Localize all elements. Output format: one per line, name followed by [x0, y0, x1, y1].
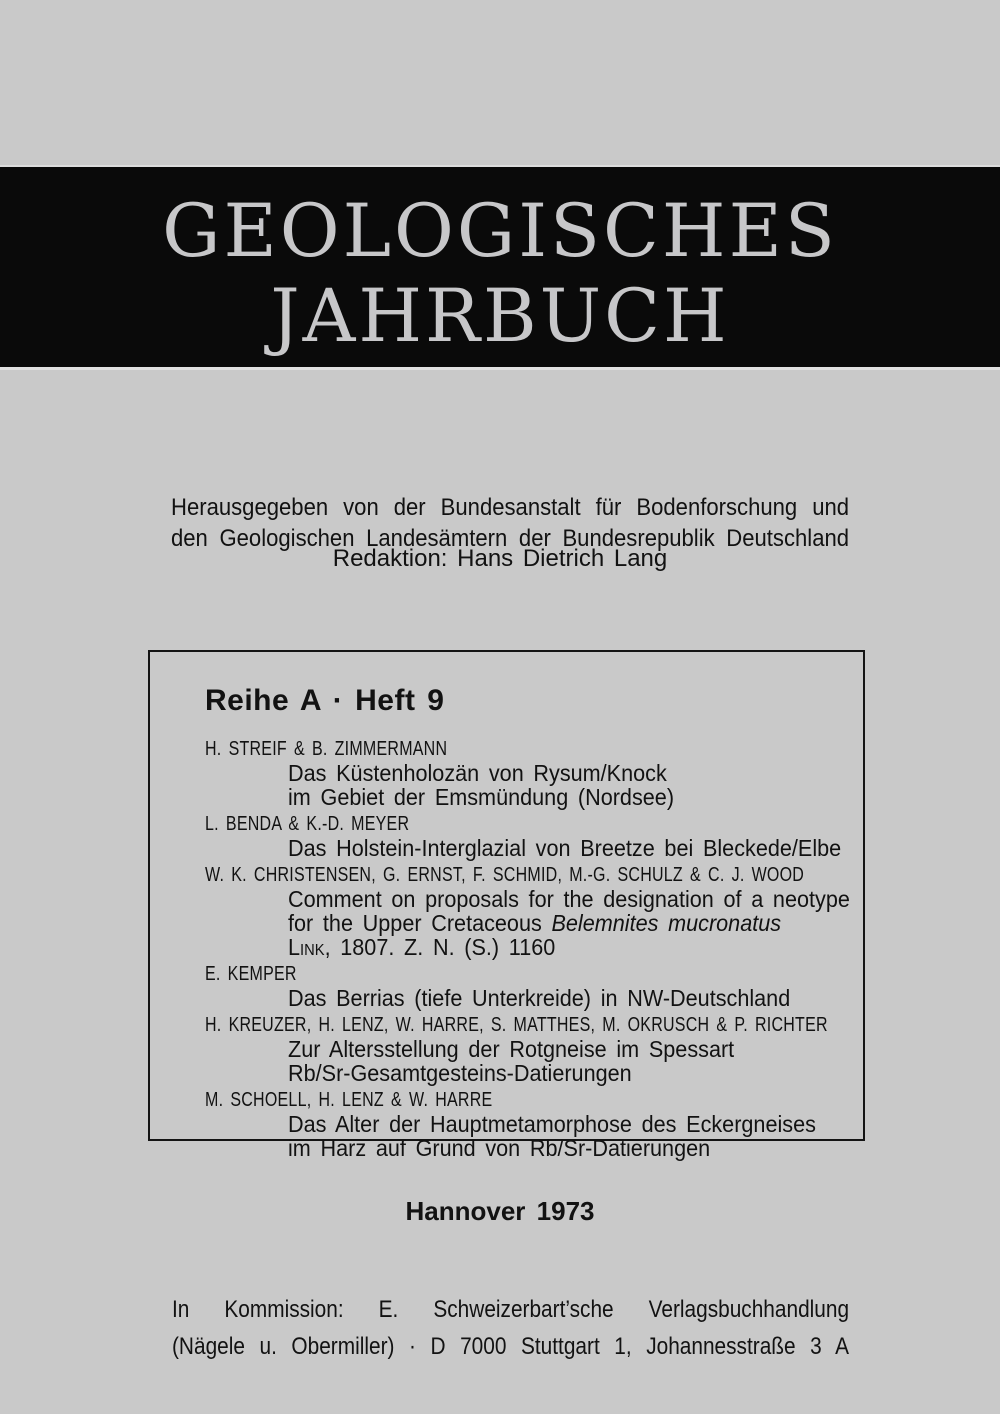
title-text-segment: im Harz auf Grund von Rb/Sr-Datierungen [288, 1135, 711, 1161]
toc-entry [205, 962, 863, 1010]
toc-entry-title-line [288, 986, 817, 1010]
commission-block [172, 1291, 849, 1365]
title-text-segment: Das Alter der Hauptmetamorphose des Eckergneises [288, 1111, 816, 1137]
toc-entry-authors: E. KEMPER [205, 963, 297, 985]
toc-entry-title-line [288, 835, 842, 861]
toc-entry-title-line [288, 785, 817, 809]
toc-entry-title-line [288, 1136, 817, 1160]
title-text-segment: im Gebiet der Emsmündung (Nordsee) [288, 784, 675, 810]
title-text-segment: Das Holstein-Interglazial von Breetze bei Bleckede/Elbe [288, 835, 842, 861]
publisher-line-1: Herausgegeben von der Bundesanstalt für Bodenforschung und [171, 494, 850, 521]
masthead-banner [0, 165, 1000, 370]
toc-entry [205, 1013, 863, 1085]
title-text-segment: Zur Altersstellung der Rotgneise im Spessart [288, 1036, 735, 1062]
title-italic-segment: Belemnites mucronatus [551, 910, 782, 936]
redaktion-line: Redaktion: Hans Dietrich Lang [332, 545, 668, 572]
toc-entry-title-line [288, 1061, 817, 1085]
toc-entry-authors: W. K. CHRISTENSEN, G. ERNST, F. SCHMID, M.-G. SCHULZ & C. J. WOOD [205, 864, 805, 886]
contents-box [148, 650, 865, 1161]
toc-entry [205, 812, 863, 860]
toc-entry-authors: H. STREIF & B. ZIMMERMANN [205, 738, 448, 760]
title-text-segment: , 1807. Z. N. (S.) 1160 [324, 934, 556, 960]
toc-entry-title-line [288, 1112, 817, 1136]
toc-entry-title-line [288, 761, 817, 785]
title-text-segment: Das Küstenholozän von Rysum/Knock [288, 760, 667, 786]
toc-entry-title-line [288, 1037, 817, 1061]
commission-line-1: In Kommission: E. Schweizerbart’sche Verlagsbuchhandlung [172, 1296, 850, 1323]
toc-entry-authors: H. KREUZER, H. LENZ, W. HARRE, S. MATTHES, M. OKRUSCH & P. RICHTER [205, 1014, 828, 1036]
contents-entries [205, 737, 863, 1160]
title-text-segment: Comment on proposals for the designation of a neotype [288, 886, 850, 912]
imprint-city-year: Hannover 1973 [405, 1196, 595, 1226]
toc-entry-title-line [288, 886, 850, 912]
toc-entry-authors: M. SCHOELL, H. LENZ & W. HARRE [205, 1089, 493, 1111]
toc-entry-authors: L. BENDA & K.-D. MEYER [205, 813, 410, 835]
publisher-line-2: den Geologischen Landesämtern der Bundesrepublik Deutschland [171, 525, 850, 552]
toc-entry [205, 1088, 863, 1160]
commission-line-2: (Nägele u. Obermiller) · D 7000 Stuttgart 1, Johannesstraße 3 A [172, 1333, 850, 1360]
contents-heading: Reihe A · Heft 9 [205, 684, 445, 717]
masthead-title-line2: JAHRBUCH [270, 274, 730, 359]
toc-entry-title-line [288, 911, 817, 935]
toc-entry-title-line [288, 935, 817, 959]
title-text-segment: Das Berrias (tiefe Unterkreide) in NW-Deutschland [288, 985, 791, 1011]
title-smallcaps-segment: Link [288, 934, 325, 960]
title-text-segment: for the Upper Cretaceous [288, 910, 552, 936]
toc-entry [205, 863, 863, 959]
masthead-title-line1: GEOLOGISCHES [162, 189, 838, 274]
title-text-segment: Rb/Sr-Gesamtgesteins-Datierungen [288, 1060, 632, 1086]
toc-entry [205, 737, 863, 809]
